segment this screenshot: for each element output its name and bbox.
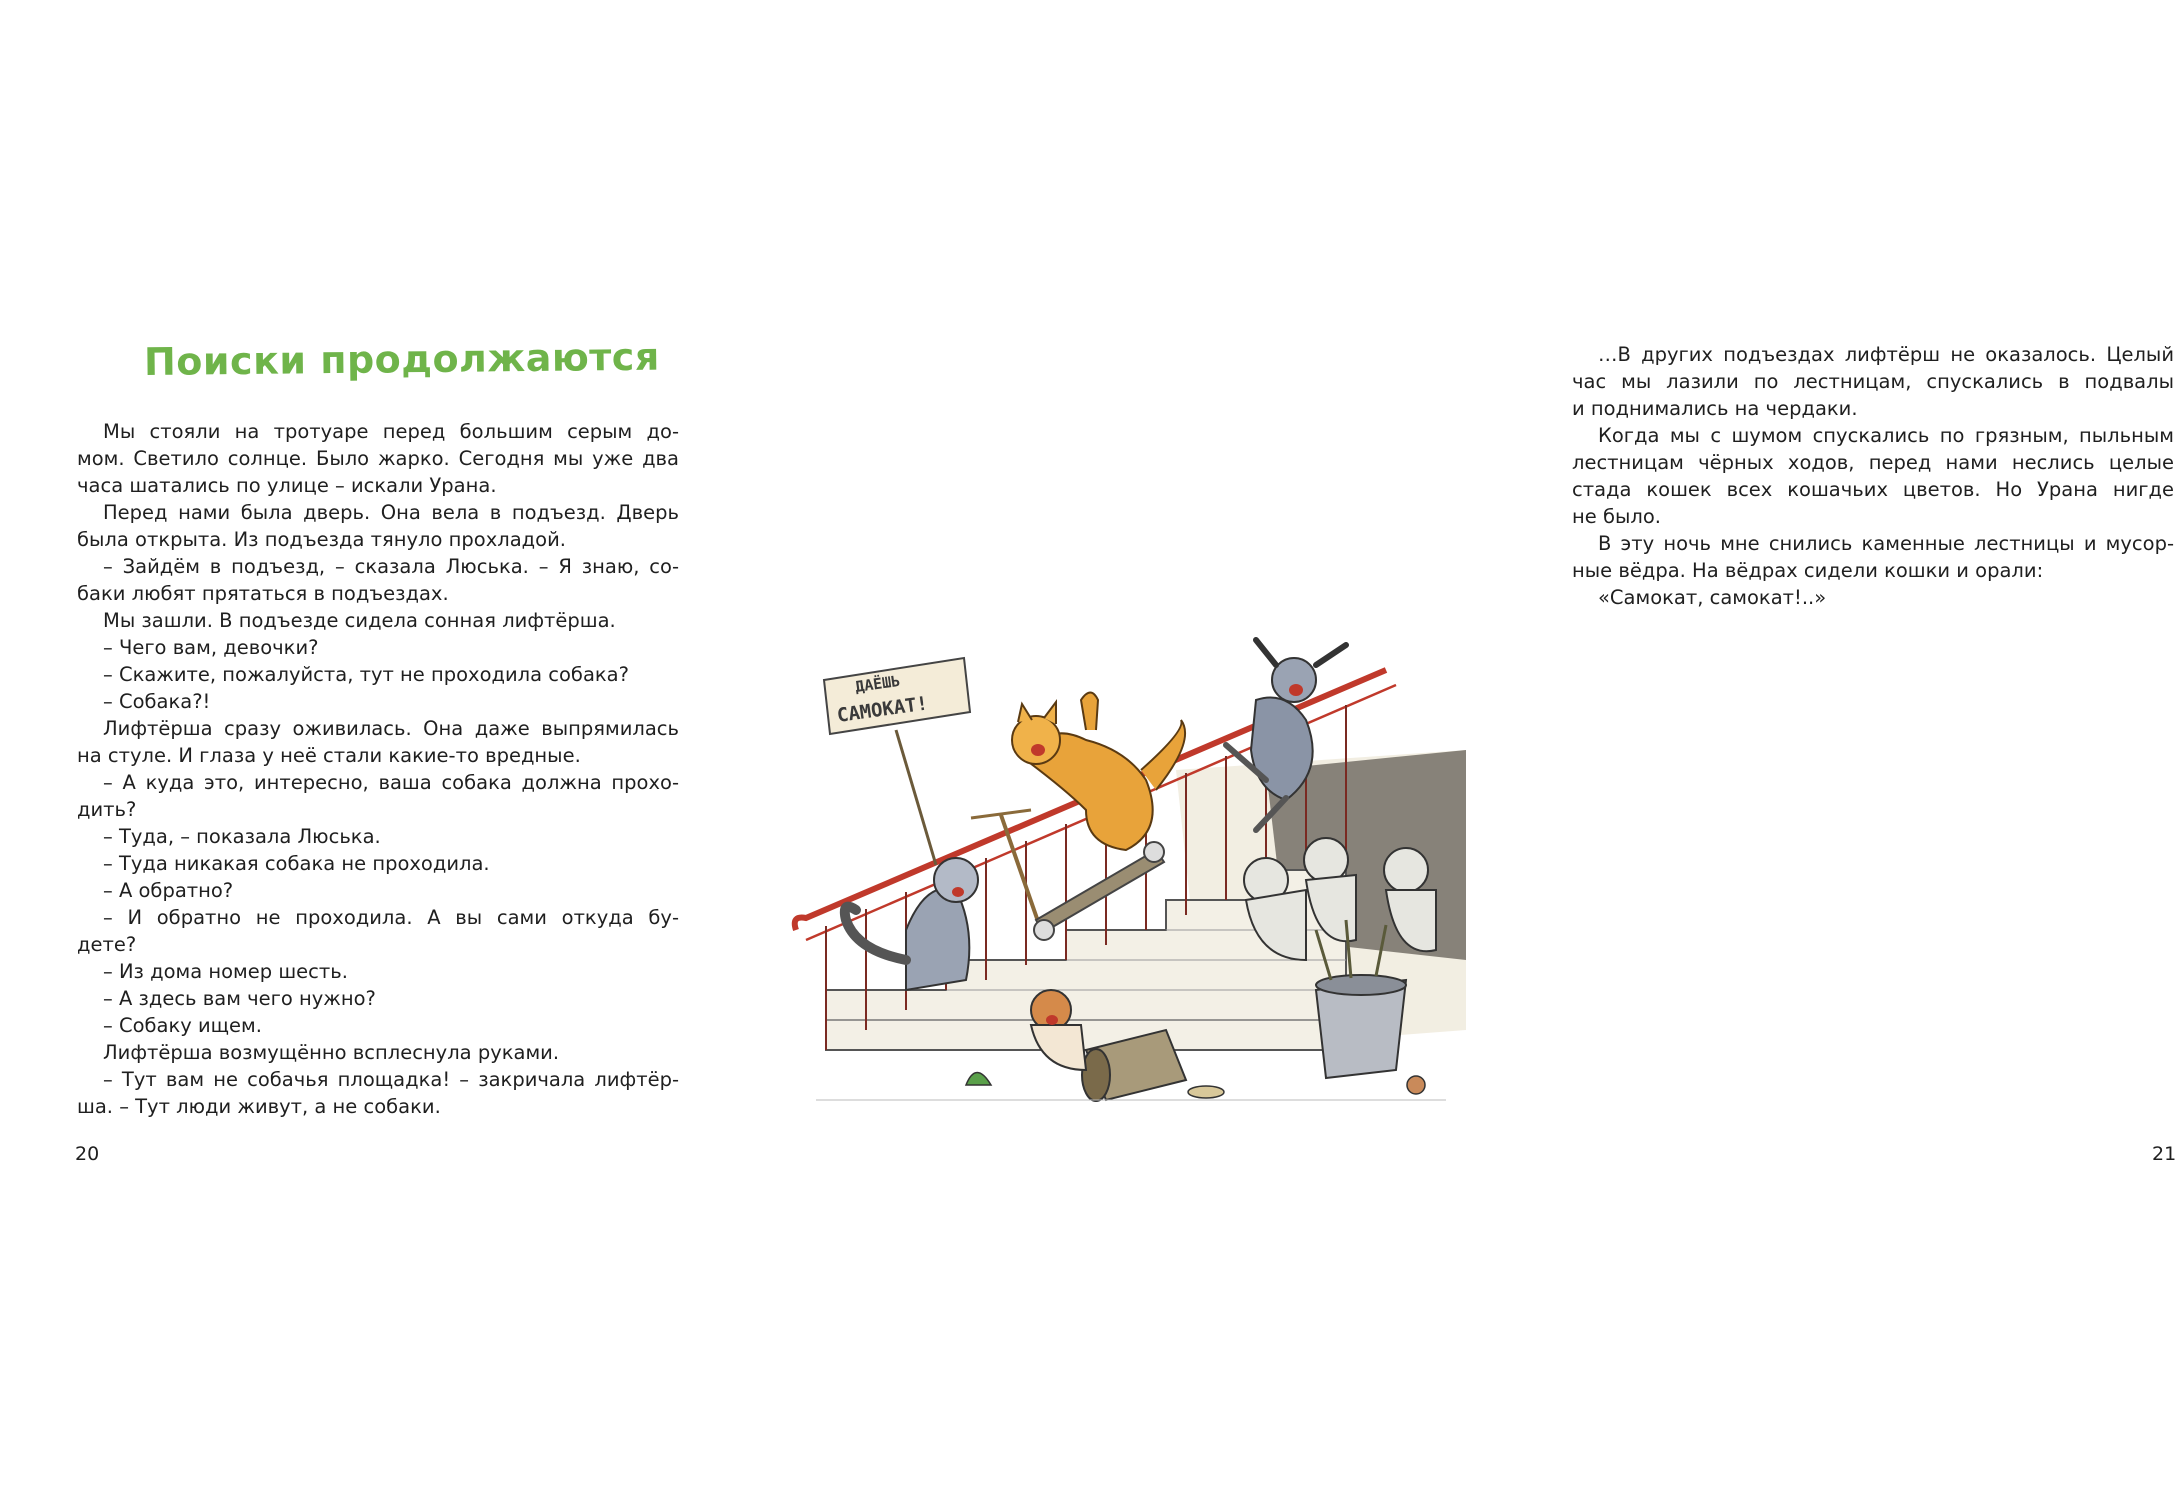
sign-text-line-2: САМОКАТ! [835,692,930,727]
text-line: – Чего вам, девочки? [103,636,319,659]
text-line: баки любят прятаться в подъездах. [77,582,449,605]
chapter-title: Поиски продолжаются [143,334,660,384]
text-line: – А обратно? [103,879,234,902]
text-line: была открыта. Из подъезда тянуло прохладой. [77,528,566,551]
text-line: – Туда, – показала Люська. [103,825,381,848]
text-line: В эту ночь мне снились каменные лестницы и мусор- [1598,532,2174,555]
text-line: «Самокат, самокат!..» [1598,586,1827,609]
text-line: лестницам чёрных ходов, перед нами неслись целые [1572,451,2174,474]
text-line: – Из дома номер шесть. [103,960,348,983]
text-line: не было. [1572,505,1661,528]
page-number-left: 20 [75,1143,100,1165]
text-line: – Зайдём в подъезд, – сказала Люська. – Я знаю, со- [103,555,679,578]
text-line: и поднимались на чердаки. [1572,397,1858,420]
text-line: – А здесь вам чего нужно? [103,987,376,1010]
text-line: – Собака?! [103,690,211,713]
sign-icon [824,658,970,865]
text-line: – Тут вам не собачья площадка! – закричала лифтёр- [103,1068,679,1091]
text-line: ша. – Тут люди живут, а не собаки. [77,1095,441,1118]
text-line: ные вёдра. На вёдрах сидели кошки и орали: [1572,559,2044,582]
text-line: – Туда никакая собака не проходила. [103,852,490,875]
text-line: – Скажите, пожалуйста, тут не проходила собака? [103,663,629,686]
sign-text-line-1: ДАЁШЬ [854,671,902,696]
text-line: – И обратно не проходила. А вы сами откуда бу- [103,906,679,929]
right-page-text [1572,341,2174,611]
cats-on-staircase-illustration [786,630,1466,1120]
text-line: Мы стояли на тротуаре перед большим серым до- [103,420,679,443]
text-line: Лифтёрша возмущённо всплеснула руками. [103,1041,560,1064]
text-line: – Собаку ищем. [103,1014,262,1037]
text-line: Лифтёрша сразу оживилась. Она даже выпрямилась [103,717,679,740]
text-line: дете? [77,933,137,956]
text-line: стада кошек всех кошачьих цветов. Но Урана нигде [1572,478,2174,501]
text-line: часа шатались по улице – искали Урана. [77,474,497,497]
text-line: Перед нами была дверь. Она вела в подъезд. Дверь [103,501,679,524]
text-line: Когда мы с шумом спускались по грязным, пыльным [1598,424,2174,447]
text-line: – А куда это, интересно, ваша собака должна прохо- [103,771,679,794]
page-number-right: 21 [2152,1143,2176,1165]
text-line: …В других подъездах лифтёрш не оказалось. Целый [1598,343,2174,366]
cat-icon [845,858,978,990]
cat-icon [1012,693,1185,851]
text-line: Мы зашли. В подъезде сидела сонная лифтёрша. [103,609,616,632]
text-line: мом. Светило солнце. Было жарко. Сегодня мы уже два [77,447,679,470]
left-page-text [77,418,679,1120]
text-line: дить? [77,798,137,821]
text-line: на стуле. И глаза у неё стали какие-то вредные. [77,744,581,767]
left-page [0,0,750,1500]
text-line: час мы лазили по лестницам, спускались в подвалы [1572,370,2174,393]
